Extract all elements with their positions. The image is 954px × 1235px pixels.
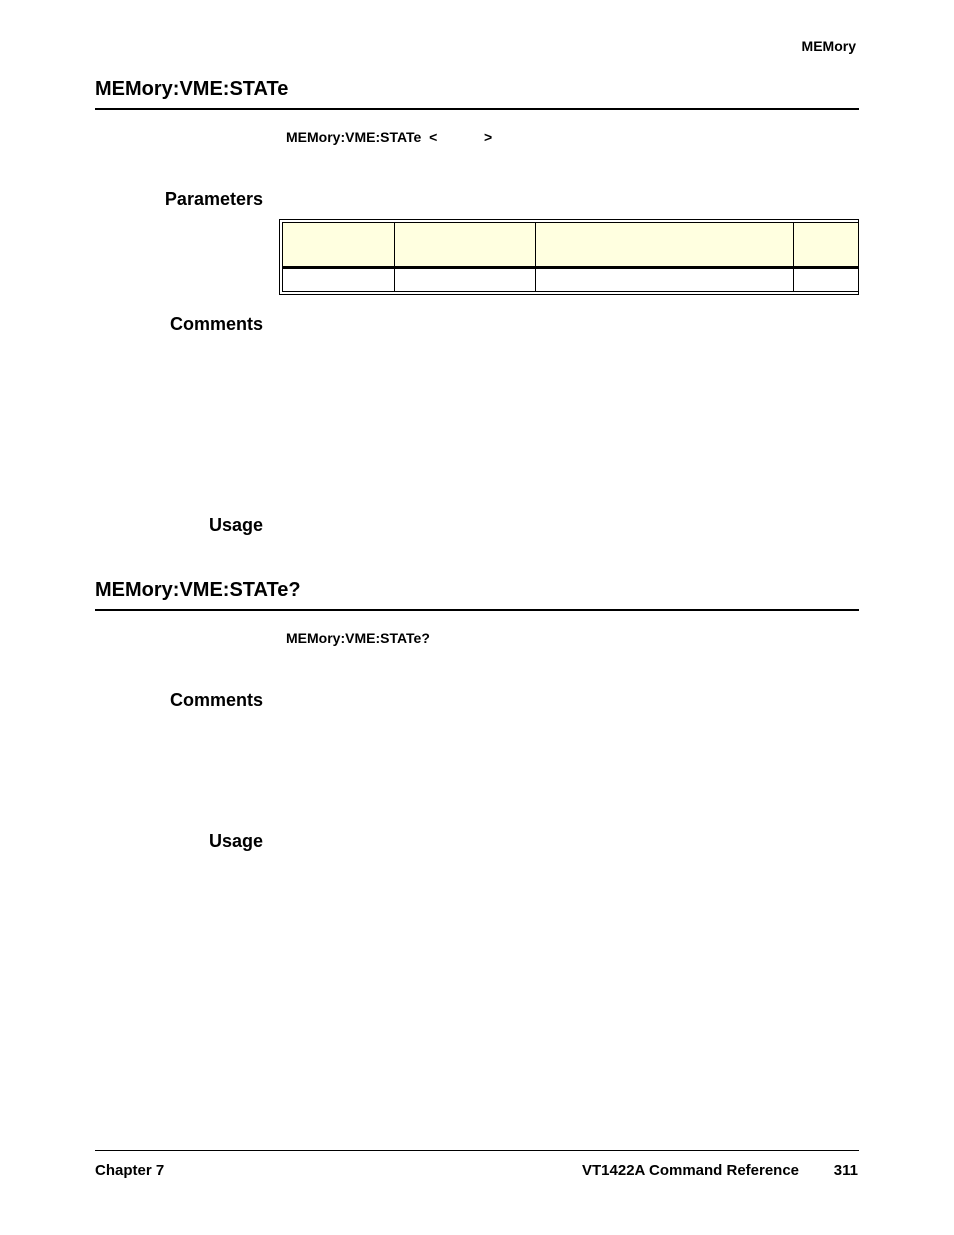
table-cell — [794, 268, 859, 292]
usage-heading: Usage — [208, 515, 263, 535]
footer-page-number: 311 — [833, 1162, 858, 1179]
table-header-cell — [536, 223, 794, 268]
table-header-cell — [794, 223, 859, 268]
comments-heading: Comments — [169, 690, 263, 710]
table-cell — [536, 268, 794, 292]
running-head: MEMory — [801, 38, 856, 54]
table-cell — [395, 268, 536, 292]
table-header-cell — [283, 223, 395, 268]
section-rule — [95, 108, 859, 110]
command-syntax: MEMory:VME:STATe? — [286, 630, 430, 646]
section-title-vme-state-query: MEMory:VME:STATe? — [95, 579, 301, 601]
table-cell — [283, 268, 395, 292]
section-rule — [95, 609, 859, 611]
table-header-cell — [395, 223, 536, 268]
table-row — [283, 268, 859, 292]
parameters-table — [279, 219, 859, 295]
parameters-heading: Parameters — [164, 189, 263, 209]
section-title-vme-state: MEMory:VME:STATe — [95, 78, 289, 100]
usage-heading: Usage — [208, 831, 263, 851]
footer-chapter: Chapter 7 — [95, 1162, 165, 1179]
comments-heading: Comments — [169, 314, 263, 334]
table-header-row — [283, 223, 859, 268]
footer-book-title: VT1422A Command Reference — [582, 1162, 800, 1179]
footer-rule — [95, 1150, 859, 1151]
command-syntax: MEMory:VME:STATe < > — [286, 129, 493, 145]
